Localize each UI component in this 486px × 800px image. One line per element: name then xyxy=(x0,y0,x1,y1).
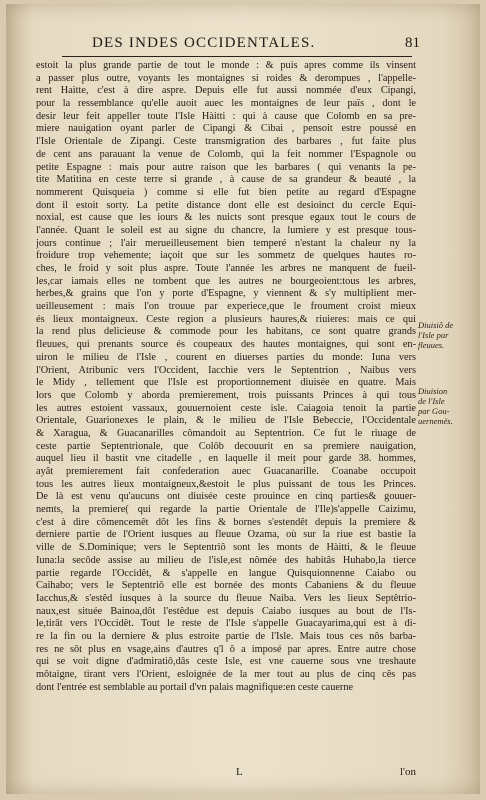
text-line: les autres estoient vassaux, gouuernoient ceste isle. Caiagoia tenoit la partie xyxy=(36,402,416,414)
text-line: derniere partie de l'Orient iusques au fleuue Ozama, où sur la riue est bastie la xyxy=(36,529,416,541)
text-line: ayât premierement fait confederation auec Guacanarille. Coanabe occupoit xyxy=(36,466,416,477)
text-line: le,tirât vers l'Occidêt. Tout le reste de l'Isle s'appelle Guacayarima,qui est à di- xyxy=(36,618,416,630)
text-line: l'Orient, Atribunic vers l'Occident, Iacchie vers le Septentrion , Naibus vers xyxy=(36,364,416,376)
text-line: môtaigne, tirant vers l'Orient, esloignée de la mer tout au plus de cinq cês pas xyxy=(36,669,416,680)
text-line: Orientale, Guarionexes le plain, & le milieu de l'Isle Bebeccie, l'Occidentale xyxy=(36,415,416,427)
margin-note-rivers xyxy=(418,320,478,350)
text-line: fleuues, qui prenants source és coupeaux des hautes montaignes, qui sont en- xyxy=(36,339,416,351)
text-line: dont il estoit sorty. La petite distance dont elle est desioinct du cercle Equi- xyxy=(36,199,416,211)
text-line: ches, le froid y soit plus aspre. Toute l'année les arbres ne manquent de fueil- xyxy=(36,263,416,274)
text-line: petite Espagne : mais pour autre raison que les barbares ( qui venants la pe- xyxy=(36,161,416,173)
text-line: auquel lieu il bastit vne citadelle , en laquelle il meit pour garde 38. hommes, xyxy=(36,453,416,465)
text-line: uiron le milieu de l'Isle , courent en diuerses parties du monde: Iuna vers xyxy=(36,351,416,363)
text-line: és lieux montaigneux. Ceste region a plusieurs haures,& riuieres: mais ce qui xyxy=(36,313,416,325)
signature-mark: L xyxy=(236,766,243,778)
text-line: Iacchus,& s'estêd iusques à la source du fleuue Naiba. Vers les lieux Septêtrio- xyxy=(36,592,416,604)
body-text xyxy=(36,60,416,694)
text-line: jours continue ; l'air merueilleusement bien temperé n'estant la chaleur ny la xyxy=(36,237,416,249)
text-line: l'Isle Orientale de Zipangi. Ceste transmigration des barbares , fut faite plus xyxy=(36,136,416,148)
text-line: partie regarde l'Occidêt, & s'appelle en langue Quisquionnenne Caiabo ou xyxy=(36,567,416,579)
text-line: ville de S.Dominique; vers le Septentriô sont les monts de Hàitti, & le fleuue xyxy=(36,542,416,554)
text-line: res ne sôt plus en vsage,ains d'autres q'l ô a imposé par apres. Entre autre chose xyxy=(36,643,416,655)
text-line: les,car iamais elles ne tombent que les autres ne bourgeoient:tous les arbres, xyxy=(36,275,416,287)
margin-note-line: fleuues. xyxy=(418,340,445,350)
text-line: re la fin ou la derniere & plus estroite partie de l'Isle. Mais tous ces nôs barba- xyxy=(36,630,416,642)
text-line: ceste partie Septentrionale, que Colôb decouurit en sa premiere nauigation, xyxy=(36,440,416,452)
text-line: c'est à dire cômencemêt dôt les fins & bornes s'estendêt depuis la premiere & xyxy=(36,516,416,528)
margin-note-line: par Gou- xyxy=(418,406,450,416)
text-line: Caihabo; vers le Septentriô elle est bornée des monts Cabaniens & du fleuue xyxy=(36,580,416,592)
text-line: l'année. Quant le soleil est au signe du chancre, la lumiere y est presque tous- xyxy=(36,224,416,236)
text-line: tous les autres lieux montaigneux,&estoit le plus puissant de tous les Princes. xyxy=(36,478,416,490)
text-line: qui se voit digne d'admiratiô,dâs ceste Isle, est vne cauerne sous vne treshaute xyxy=(36,656,416,668)
text-line: pour la ressemblance qu'elle auoit auec les montaignes de leur païs , dont le xyxy=(36,98,416,110)
text-line: nemts, la premiere( qui regarde la partie Orientale de l'Ile)s'appelle Caizimu, xyxy=(36,504,416,516)
text-line: dont l'entrée est semblable au portail d'vn palais magnifique:en ceste cauerne xyxy=(36,681,354,693)
text-line: ueilleusement : mais l'on trouue par experiece,que le froument croist mieux xyxy=(36,301,416,313)
text-line: lors que Colomb y aborda premierement, trois puissants Princes à qui tous xyxy=(36,389,416,401)
page-header xyxy=(62,34,420,57)
text-line: nommerent Quisqueia ) comme si elle fut bien petite au regard d'Espagne xyxy=(36,186,416,198)
text-line: froidure trop vehemente; iaçoit que sur les sommetz de quelques hautes ro- xyxy=(36,250,416,262)
text-line: tite Matitina en ceste terre si grande , à cause de sa grandeur & beauté , la xyxy=(36,174,416,186)
text-line: De là est venu qu'aucuns ont diuisée ceste prouince en cinq parties& gouuer- xyxy=(36,491,416,503)
catchword: l'on xyxy=(399,766,416,778)
text-line: le Midy , tellement que l'Isle est proportionnement diuisée en quatre. Mais xyxy=(36,377,416,389)
margin-note-line: de l'Isle xyxy=(418,396,445,406)
text-line: Iuna:la secôde assise au milieu de l'isle,est nômée des habitâs Huhabo,la tierce xyxy=(36,554,416,566)
text-line: rent Haitte, c'est à dire aspre. Depuis elle fut aussi nommée d'eux Cipangi, xyxy=(36,85,416,97)
book-page xyxy=(6,4,480,794)
margin-note-line: Diuisiô de xyxy=(418,320,454,330)
text-line: & Xaragua, & Guacanarilles cômandoit au Septentrion. Ce fut le riuage de xyxy=(36,427,416,439)
text-line: a passer plus outre, voyants les montaignes si roides & derompues , l'appelle- xyxy=(36,72,416,84)
margin-note-line: uernemës. xyxy=(418,416,453,426)
page-number: 81 xyxy=(405,35,420,51)
text-line: desir leur feit appeller toute l'Isle Hàitti : qui à cause que Colomb en sa pre- xyxy=(36,110,416,122)
text-line: naux,est située Bainoa,dôt l'estêdue est depuis Caiabo iusques au bout de l'Is- xyxy=(36,605,416,617)
text-line: noxial, est cause que les iours & les nuicts sont presque egaux tout le cours de xyxy=(36,212,416,224)
page-footer xyxy=(36,766,416,780)
margin-note-line: Diuision xyxy=(418,386,448,396)
margin-note-line: l'Isle par xyxy=(418,330,449,340)
text-line: miere nauigation oyant parler de Cipangi & Cibai , pensoit estre poussé en xyxy=(36,123,416,135)
margin-note-governments xyxy=(418,386,478,426)
text-line: de cent ans parauant la venue de Colomb, qui la feit nommer l'Espagnole ou xyxy=(36,148,416,160)
text-line: estoit la plus grande partie de tout le monde : & puis apres comme ils vinsent xyxy=(36,60,416,71)
text-line: herbes,& grains que l'on y porte d'Espagne, y viennent & s'y multiplient mer- xyxy=(36,288,416,300)
running-head: DES INDES OCCIDENTALES. xyxy=(92,35,316,51)
text-line: la rend plus delicieuse & commode pour les habitans, ce sont quatre grands xyxy=(36,326,416,338)
